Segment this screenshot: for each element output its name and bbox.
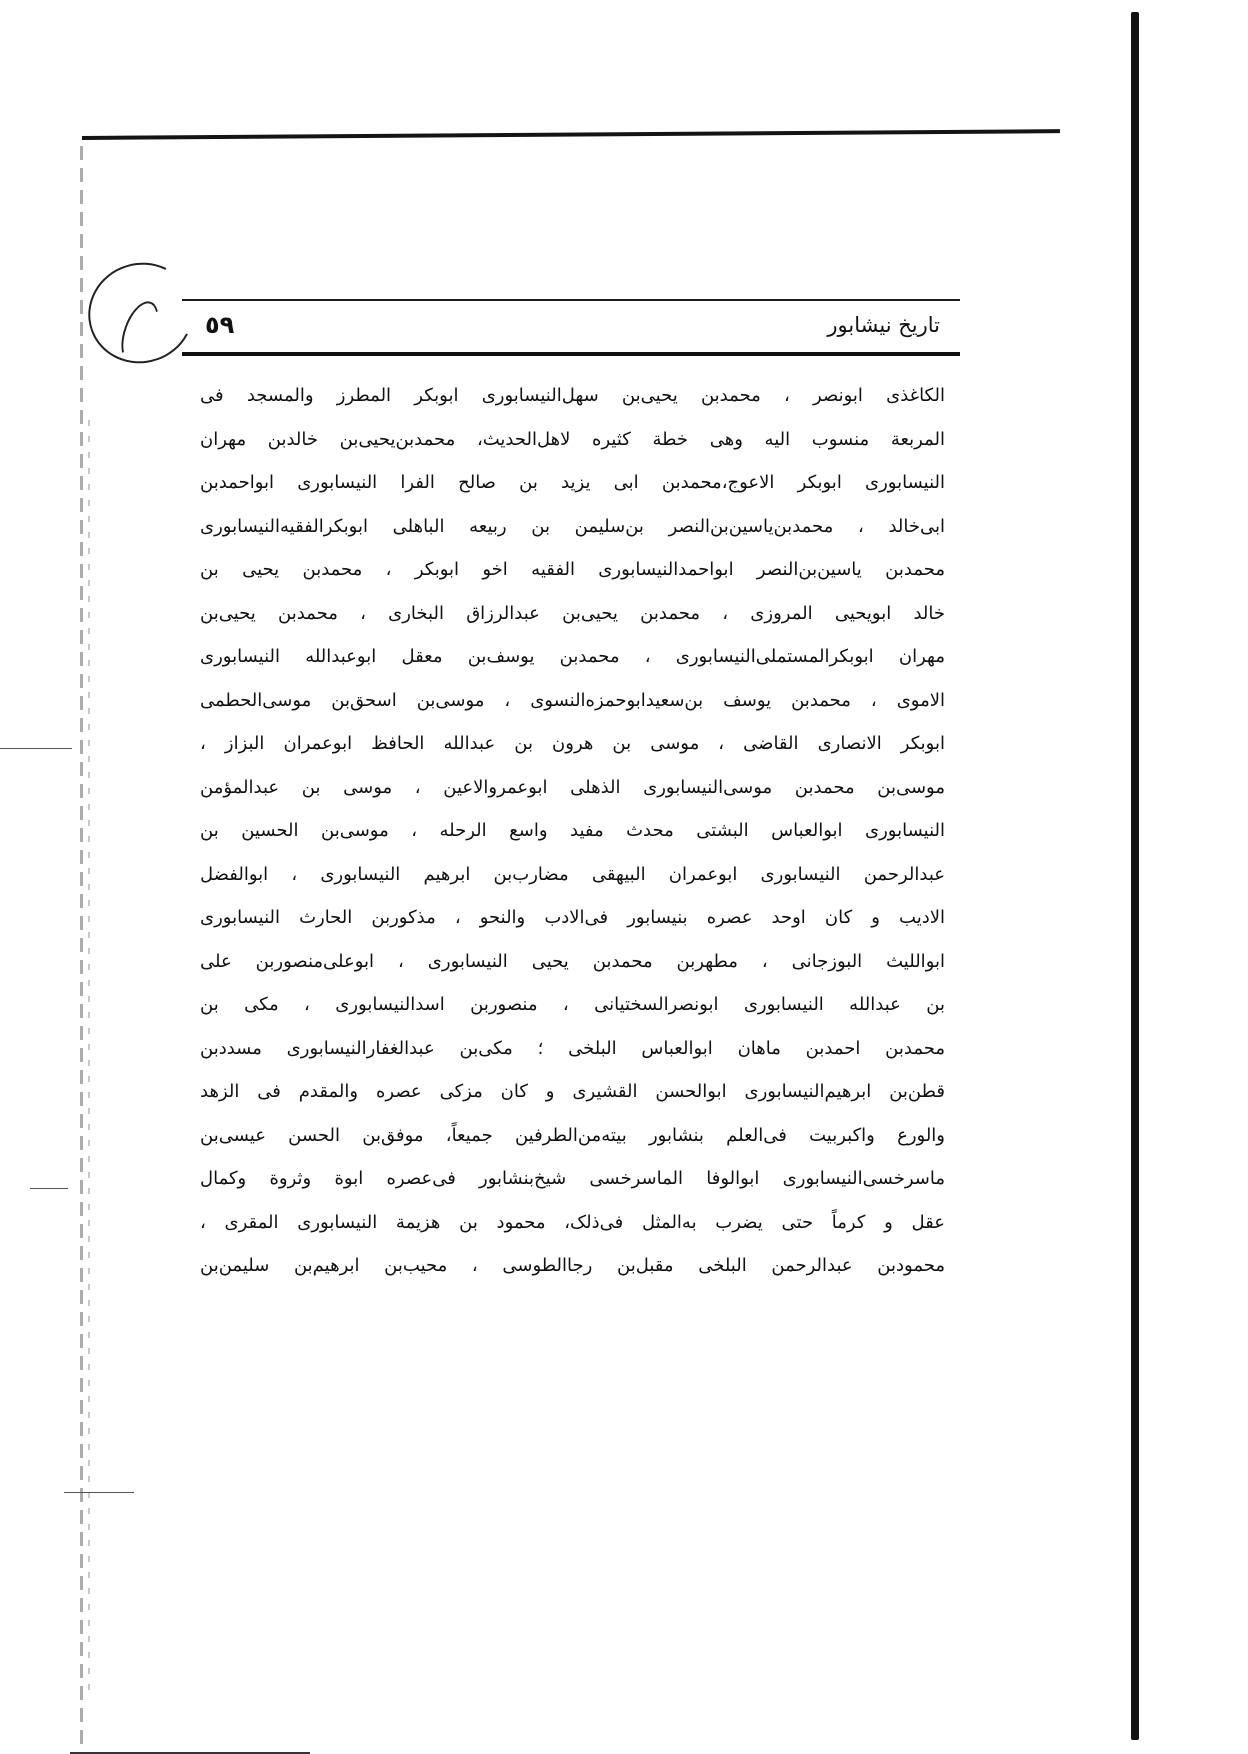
body-text — [200, 374, 945, 1288]
scan-left-margin-noise — [80, 146, 83, 1746]
text-line: محمدبن احمدبن ماهان ابوالعباس البلخی ؛ مکی‌بن عبدالغفارالنیسابوری مسددبن — [200, 1037, 945, 1059]
scan-binding-edge — [1131, 12, 1139, 1740]
text-line: النیسابوری ابوبکر الاعوج،محمدبن ابی یزید بن صالح الفرا النیسابوری ابواحمدبن — [200, 472, 945, 493]
scan-side-mark — [64, 1492, 134, 1493]
text-line: ابواللیث البوزجانی ، مطهربن محمدبن یحیی النیسابوری ، ابوعلی‌منصوربن علی — [200, 950, 945, 972]
text-line: عبدالرحمن النیسابوری ابوعمران البیهقی مضارب‌بن ابرهیم النیسابوری ، ابوالفضل — [200, 863, 945, 885]
text-line: موسی‌بن محمدبن موسی‌النیسابوری الذهلی ابوعمروالاعین ، موسی بن عبدالمؤمن — [200, 776, 945, 798]
scan-side-mark — [30, 1188, 68, 1189]
text-line: الکاغذی ابونصر ، محمدبن یحیی‌بن سهل‌النیسابوری ابوبکر المطرز والمسجد فی — [200, 385, 945, 406]
text-line: والورع واکبربیت فی‌العلم بنشابور بیته‌من‌الطرفین جمیعاً، موفق‌بن الحسن عیسی‌بن — [200, 1124, 945, 1146]
scan-side-mark — [0, 748, 72, 749]
text-line: ماسرخسی‌النیسابوری ابوالوفا الماسرخسی شیخ‌بنشابور فی‌عصره ابوة وثروة وکمال — [200, 1168, 945, 1189]
scan-left-margin-noise — [88, 420, 90, 1700]
text-line: خالد ابویحیی المروزی ، محمدبن یحیی‌بن عبدالرزاق البخاری ، محمدبن یحیی‌بن — [200, 602, 945, 624]
text-line: الادیب و کان اوحد عصره بنیسابور فی‌الادب والنحو ، مذکوربن الحارث النیسابوری — [200, 907, 945, 928]
header-rule — [182, 299, 960, 301]
text-line: النیسابوری ابوالعباس البشتی محدث مفید واسع الرحله ، موسی‌بن الحسین بن — [200, 820, 945, 841]
text-line: مهران ابوبکرالمستملی‌النیسابوری ، محمدبن یوسف‌بن معقل ابوعبدالله النیسابوری — [200, 646, 945, 667]
running-head: تاریخ نیشابور — [827, 313, 940, 337]
text-line: عقل و کرماً حتی یضرب به‌المثل فی‌ذلک، محمود بن هزیمة النیسابوری المقری ، — [200, 1211, 945, 1233]
text-line: محمودبن عبدالرحمن البلخی مقبل‌بن رجاالطوسی ، محیب‌بن ابرهیم‌بن سلیمن‌بن — [200, 1255, 945, 1276]
page-number: ٥٩ — [205, 311, 235, 339]
text-line: الاموی ، محمدبن یوسف بن‌سعیدابوحمزه‌النسوی ، موسی‌بن اسحق‌بن موسی‌الحطمی — [200, 689, 945, 711]
text-line: ابی‌خالد ، محمدبن‌یاسین‌بن‌النصر بن‌سلیمن بن ربیعه الباهلی ابوبکرالفقیه‌النیسابوری — [200, 515, 945, 537]
text-line: المربعة منسوب الیه وهی خطة کثیره لاهل‌الحدیث، محمدبن‌یحیی‌بن خالدبن مهران — [200, 428, 945, 450]
text-line: محمدبن یاسین‌بن‌النصر ابواحمدالنیسابوری الفقیه اخو ابوبکر ، محمدبن یحیی بن — [200, 559, 945, 580]
text-line: ابوبکر الانصاری القاضی ، موسی بن هرون بن عبدالله الحافظ ابوعمران البزاز ، — [200, 733, 945, 754]
text-line: بن عبدالله النیسابوری ابونصرالسختیانی ، منصوربن اسدالنیسابوری ، مکی بن — [200, 994, 945, 1015]
text-line: قطن‌بن ابرهیم‌النیسابوری ابوالحسن القشیری و کان مزکی عصره والمقدم فی الزهد — [200, 1081, 945, 1102]
scan-page-top-edge — [82, 129, 1060, 140]
header-rule-thick — [182, 352, 960, 356]
